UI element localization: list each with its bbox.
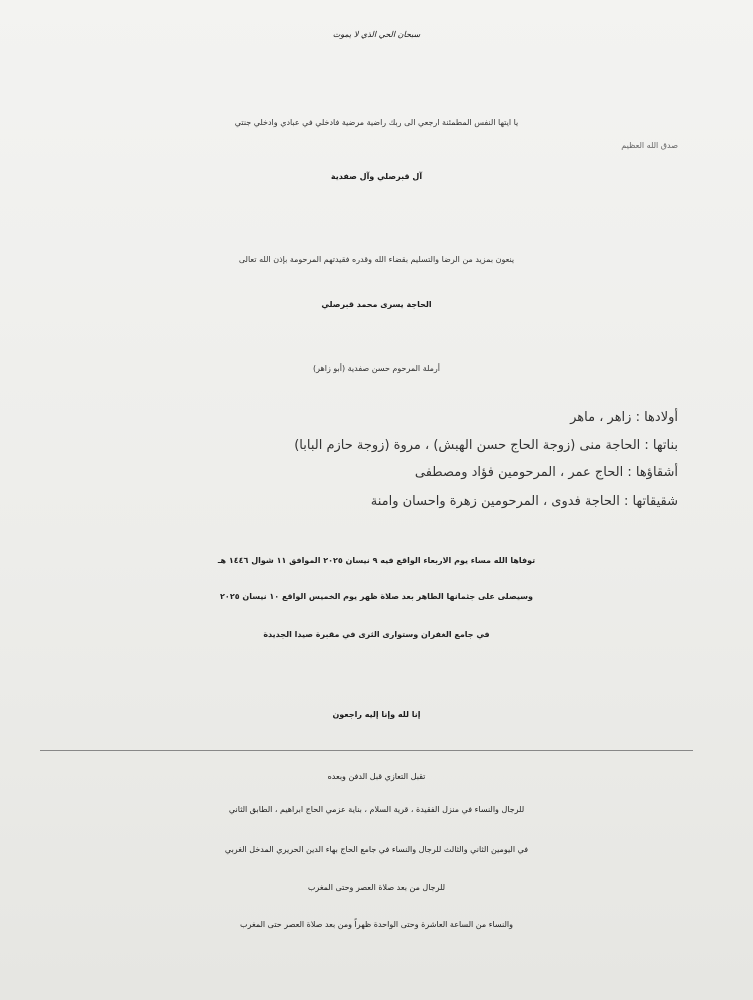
quran-verse: يا ايتها النفس المطمئنة ارجعي الى ربك راضية مرضية فادخلي في عبادي وادخلي جنتي <box>234 118 519 127</box>
relatives-sisters: شقيقاتها : الحاجة فدوى ، المرحومين زهرة واحسان وامنة <box>370 494 678 509</box>
family-names: آل قبرصلي وآل صفدية <box>330 172 423 181</box>
relatives-sons: أولادها : زاهر ، ماهر <box>570 410 678 425</box>
announcement-burial: في جامع الغفران وستوارى الثرى في مقبرة صيدا الجديدة <box>263 630 490 639</box>
widow-of-text: أرملة المرحوم حسن صفدية (أبو زاهر) <box>312 364 441 373</box>
condolences-line: والنساء من الساعة العاشرة وحتى الواحدة ظهراً ومن بعد صلاة العصر حتى المغرب <box>240 920 513 929</box>
announcement-death: توفاها الله مساء يوم الاربعاء الواقع فيه ٩ نيسان ٢٠٢٥ الموافق ١١ شوال ١٤٤٦ هـ <box>217 556 536 565</box>
condolences-title: تقبل التعازي قبل الدفن وبعده <box>327 772 426 781</box>
relatives-brothers: أشقاؤها : الحاج عمر ، المرحومين فؤاد ومصطفى <box>414 465 678 480</box>
deceased-name: الحاجة يسرى محمد قبرصلي <box>321 300 432 309</box>
condolences-line: للرجال من بعد صلاة العصر وحتى المغرب <box>307 883 446 892</box>
intro-text: ينعون بمزيد من الرضا والتسليم بقضاء الله وقدره فقيدتهم المرحومة بإذن الله تعالى <box>238 255 515 264</box>
condolences-line: للرجال والنساء في منزل الفقيدة ، قرية السلام ، بناية عزمي الحاج ابراهيم ، الطابق الثاني <box>228 805 525 814</box>
announcement-prayer: وسيصلى على جثمانها الطاهر بعد صلاة ظهر يوم الخميس الواقع ١٠ نيسان ٢٠٢٥ <box>220 592 533 601</box>
condolences-line: في اليومين الثاني والثالث للرجال والنساء في جامع الحاج بهاء الدين الحريري المدخل الغربي <box>224 845 529 854</box>
quran-phrase: إنا لله وإنا إليه راجعون <box>332 710 421 719</box>
header-calligraphy: سبحان الحي الذي لا يموت <box>332 30 421 39</box>
verse-reference: صدق الله العظيم <box>621 141 678 150</box>
divider <box>40 750 693 751</box>
relatives-daughters: بناتها : الحاجة منى (زوجة الحاج حسن الهبش) ، مروة (زوجة حازم البابا) <box>294 438 678 453</box>
